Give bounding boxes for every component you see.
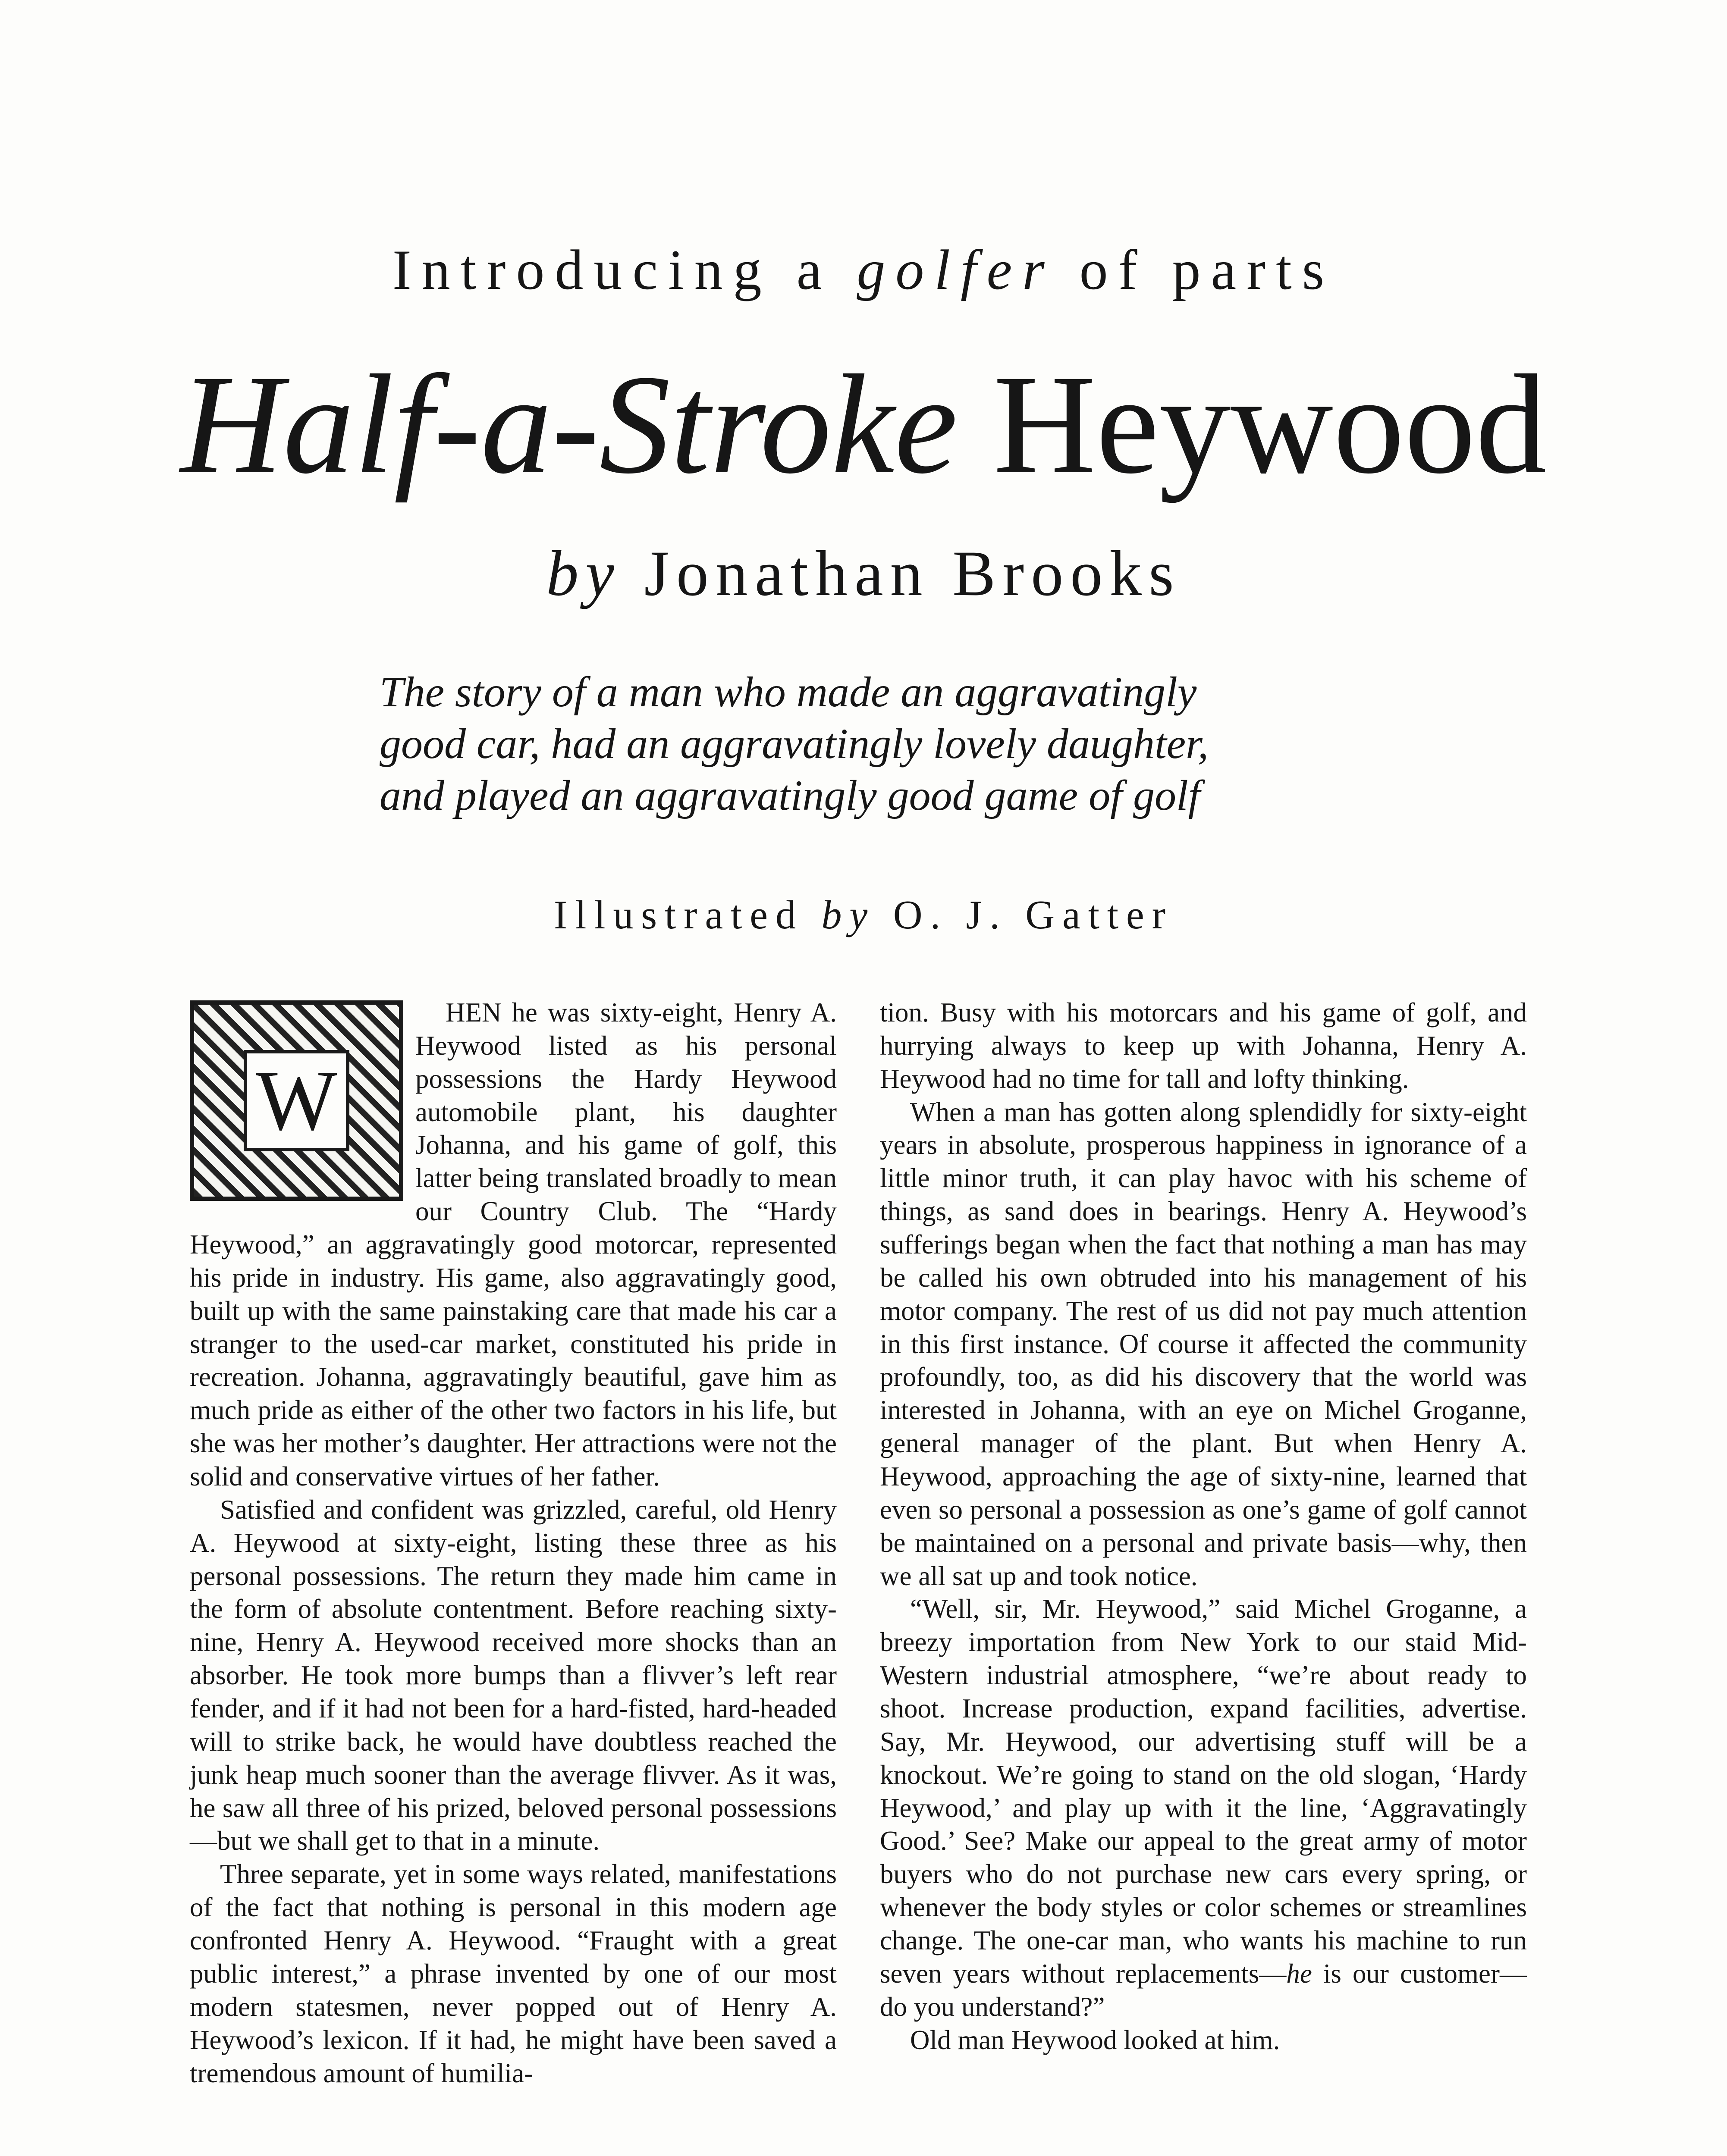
deck-line-1: The story of a man who made an aggravatingly [380,668,1197,716]
deck-line-3: and played an aggravatingly good game of golf [380,771,1200,819]
paragraph-5: When a man has gotten along splendidly for sixty-eight years in absolute, prosperous happiness in ignorance of a little minor truth, it can play havoc with his scheme of things, as sand does in bearings. Henry A. Heywood’s sufferings began when the fact that nothing a man has may be called his own obtruded into his management of his motor company. The rest of us did not pay much attention in this first instance. Of course it affected the community profoundly, too, as did his discovery that the world was interested in Johanna, with an eye on Michel Groganne, general manager of the plant. But when Henry A. Heywood, approaching the age of sixty-nine, learned that even so personal a possession as one’s game of golf cannot be maintained on a personal and private basis—why, then we all sat up and took notice. [880,1097,1527,1591]
paragraph-3: Three separate, yet in some ways related, manifestations of the fact that nothing is personal in this modern age confronted Henry A. Heywood. “Fraught with a great public interest,” a phrase invented by one of our most modern statesmen, never popped out of Henry A. Heywood’s lexicon. If it had, he might have been saved a tremendous amount of humilia- [190,1859,837,2088]
left-column [190,996,837,2090]
author-name: Jonathan Brooks [621,538,1181,609]
kicker-text-3: of parts [1055,238,1335,301]
paragraph-6-text-b: is our customer—do you understand?” [880,1958,1527,2022]
byline [0,538,1727,609]
paragraph-2: Satisfied and confident was grizzled, careful, old Henry A. Heywood at sixty-eight, listing these three as his personal possessions. The return they made him came in the form of absolute contentment. Before reaching sixty-nine, Henry A. Heywood received more shocks than an absorber. He took more bumps than a flivver’s left rear fender, and if it had not been for a hard-fisted, hard-headed will to strike back, he would have doubtless reached the junk heap much sooner than the average flivver. As it was, he saw all three of his prized, beloved personal possessions—but we shall get to that in a minute. [190,1494,837,1856]
title-roman: Heywood [958,346,1547,503]
illustrated-by: by [821,893,876,937]
paragraph-4: tion. Busy with his motorcars and his game of golf, and hurrying always to keep up with Johanna, Henry A. Heywood had no time for tall and lofty thinking. [880,997,1527,1094]
story-title [0,346,1727,503]
drop-cap-letter: W [244,1050,349,1151]
illustrated-text: Illustrated [553,893,822,937]
ornamental-drop-cap [190,1000,403,1201]
paragraph-1: HEN he was sixty-eight, Henry A. Heywood listed as his personal possessions the Hardy Heywood automobile plant, his daughter Johanna, and his game of golf, this latter being translated broadly to mean our Country Club. The “Hardy Heywood,” an aggravatingly good motorcar, represented his pride in industry. His game, also aggravatingly good, built up with the same painstaking care that made his car a stranger to the used-car market, constituted his pride in recreation. Johanna, aggravatingly beautiful, gave him as much pride as either of the other two factors in his life, but she was her mother’s daughter. Her attractions were not the solid and conservative virtues of her father. [190,997,837,1492]
story-deck [380,666,1372,821]
paragraph-6 [880,1592,1527,2023]
kicker-line [0,238,1727,301]
paragraph-7: Old man Heywood looked at him. [910,2024,1280,2055]
byline-prefix: by [546,538,621,609]
illustrator-credit [0,895,1727,935]
deck-line-2: good car, had an aggravatingly lovely daughter, [380,720,1209,768]
kicker-text-2: golfer [857,238,1055,301]
illustrator-name: O. J. Gatter [875,893,1174,937]
paragraph-6-emphasis: he [1286,1958,1312,1989]
kicker-text-1: Introducing a [392,238,857,301]
paragraph-6-text-a: “Well, sir, Mr. Heywood,” said Michel Groganne, a breezy importation from New York to our staid Mid-Western industrial atmosphere, “we’re about ready to shoot. Increase production, expand facilities, advertise. Say, Mr. Heywood, our advertising stuff will be a knockout. We’re going to stand on the old slogan, ‘Hardy Heywood,’ and play up with it the line, ‘Aggravatingly Good.’ See? Make our appeal to the great army of motor buyers who do not purchase new cars every spring, or whenever the body styles or color schemes or streamlines change. The one-car man, who wants his machine to run seven years without replacements— [880,1594,1527,1989]
right-column [880,996,1527,2057]
title-italic: Half-a-Stroke [180,346,958,503]
